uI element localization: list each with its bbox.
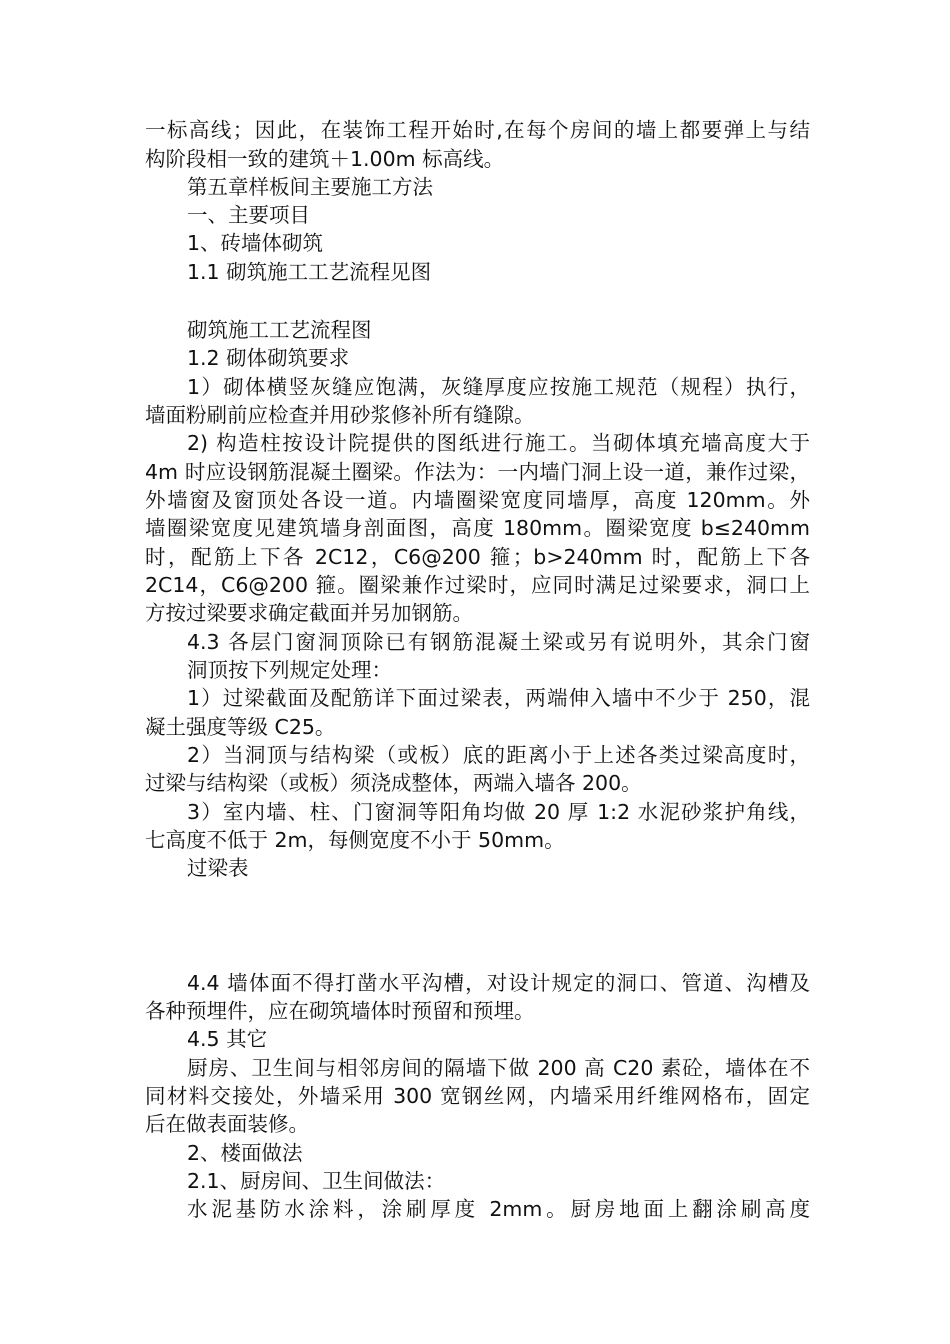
body-line: 4.4 墙体面不得打凿水平沟槽，对设计规定的洞口、管道、沟槽及	[187, 971, 810, 995]
subsection-heading: 1、砖墙体砌筑	[187, 231, 324, 255]
subsection-heading: 2.1、厨房间、卫生间做法：	[187, 1169, 446, 1193]
body-line: 2) 构造柱按设计院提供的图纸进行施工。当砌体填充墙高度大于	[187, 431, 810, 455]
figure-caption: 砌筑施工工艺流程图	[187, 318, 372, 342]
table-caption: 过梁表	[187, 856, 249, 880]
body-line: 过梁与结构梁（或板）须浇成整体，两端入墙各 200。	[145, 771, 642, 795]
body-line: 时，配筋上下各 2C12，C6@200 箍；b>240mm 时，配筋上下各	[145, 545, 810, 569]
body-line: 外墙窗及窗顶处各设一道。内墙圈梁宽度同墙厚，高度 120mm。外	[145, 488, 810, 512]
body-line: 凝土强度等级 C25。	[145, 715, 336, 739]
body-line: 3）室内墙、柱、门窗洞等阳角均做 20 厚 1:2 水泥砂浆护角线，	[187, 800, 810, 824]
subsection-heading: 1.1 砌筑施工工艺流程见图	[187, 260, 432, 284]
body-line: 1）过梁截面及配筋详下面过梁表，两端伸入墙中不少于 250，混	[187, 686, 810, 710]
body-line: 洞顶按下列规定处理：	[187, 658, 392, 682]
body-line: 方按过梁要求确定截面并另加钢筋。	[145, 601, 473, 625]
body-line: 墙面粉刷前应检查并用砂浆修补所有缝隙。	[145, 403, 535, 427]
chapter-heading: 第五章样板间主要施工方法	[187, 175, 433, 199]
body-line: 墙圈梁宽度见建筑墙身剖面图，高度 180mm。圈梁宽度 b≤240mm	[145, 516, 810, 540]
body-line: 后在做表面装修。	[145, 1112, 309, 1136]
body-line: 厨房、卫生间与相邻房间的隔墙下做 200 高 C20 素砼，墙体在不	[187, 1056, 810, 1080]
subsection-heading: 4.5 其它	[187, 1027, 268, 1051]
body-line: 构阶段相一致的建筑＋1.00m 标高线。	[145, 147, 505, 171]
body-line: 同材料交接处，外墙采用 300 宽钢丝网，内墙采用纤维网格布，固定	[145, 1084, 810, 1108]
body-line: 1）砌体横竖灰缝应饱满，灰缝厚度应按施工规范（规程）执行，	[187, 375, 810, 399]
body-line: 七高度不低于 2m，每侧宽度不小于 50mm。	[145, 828, 565, 852]
section-heading: 2、楼面做法	[187, 1141, 303, 1165]
section-heading: 一、主要项目	[187, 203, 310, 227]
body-line: 4m 时应设钢筋混凝土圈梁。作法为：一内墙门洞上设一道，兼作过梁，	[145, 460, 810, 484]
body-line: 4.3 各层门窗洞顶除已有钢筋混凝土梁或另有说明外，其余门窗	[187, 630, 810, 654]
body-line: 一标高线；因此，在装饰工程开始时,在每个房间的墙上都要弹上与结	[145, 118, 810, 142]
body-line: 水泥基防水涂料，涂刷厚度 2mm。厨房地面上翻涂刷高度	[187, 1197, 810, 1221]
body-line: 2）当洞顶与结构梁（或板）底的距离小于上述各类过梁高度时，	[187, 743, 810, 767]
body-line: 各种预埋件，应在砌筑墙体时预留和预埋。	[145, 999, 535, 1023]
subsection-heading: 1.2 砌体砌筑要求	[187, 346, 350, 370]
body-line: 2C14，C6@200 箍。圈梁兼作过梁时，应同时满足过梁要求，洞口上	[145, 573, 810, 597]
